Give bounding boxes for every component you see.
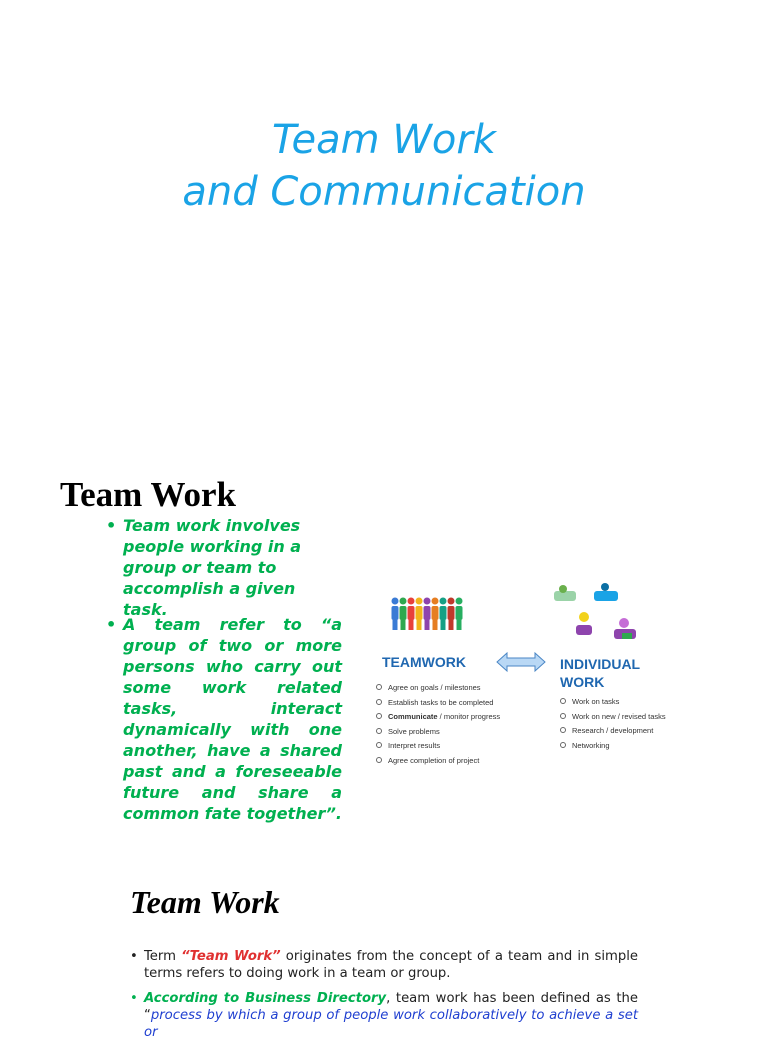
teamwork-definition-slide <box>0 455 768 845</box>
individual-work-list-item <box>560 724 666 739</box>
list-bullet-icon <box>560 698 566 704</box>
person-figure <box>440 598 447 631</box>
list-item-keyword: Communicate <box>388 712 438 721</box>
person-figure <box>400 598 407 631</box>
bullet-item <box>106 614 342 824</box>
person-figure <box>448 598 455 631</box>
teamwork-list-item <box>376 696 500 711</box>
teamwork-list-item <box>376 725 500 740</box>
person-figure <box>408 598 415 631</box>
teamwork-list-item <box>376 710 500 725</box>
bullet-text <box>144 948 638 982</box>
slide-title-line-2: and Communication <box>182 169 586 215</box>
list-item-text: Solve problems <box>388 726 440 736</box>
list-bullet-icon <box>376 728 382 734</box>
teamwork-list <box>376 681 500 768</box>
bullet-text <box>144 990 638 1041</box>
individual-heading-line-2: WORK <box>560 674 605 690</box>
person-figure <box>432 598 439 631</box>
individual-work-list-item <box>560 695 666 710</box>
individual-work-list <box>560 695 666 753</box>
slide-heading: Team Work <box>130 884 280 920</box>
list-bullet-icon <box>560 727 566 733</box>
list-item-text: Work on tasks <box>572 697 620 706</box>
highlighted-term: “Team Work” <box>181 949 281 964</box>
individual-workers-icon <box>552 583 640 645</box>
list-item-text: / monitor progress <box>437 712 501 721</box>
list-bullet-icon <box>560 742 566 748</box>
teamwork-list-item <box>376 739 500 754</box>
paragraph-business-directory <box>130 990 638 1041</box>
list-item-text: Networking <box>572 740 610 750</box>
list-bullet-icon <box>376 757 382 763</box>
bullet-text: A team refer to “a group of two or more persons who carry out some work related tasks, interact dynamically with one another, have a shared past and a foreseeable future and share a common fate together”. <box>123 615 343 823</box>
list-item-text: Interpret results <box>388 741 441 750</box>
individual-work-list-item <box>560 710 666 725</box>
list-item-text: Work on new / revised tasks <box>572 711 666 721</box>
bullet-item <box>106 515 342 620</box>
slide-heading: Team Work <box>60 475 237 514</box>
list-bullet-icon <box>376 742 382 748</box>
source-name: According to Business Directory <box>144 991 387 1006</box>
individual-work-heading <box>560 655 640 691</box>
list-bullet-icon <box>376 713 382 719</box>
teamwork-heading: TEAMWORK <box>382 654 466 670</box>
title-slide <box>0 0 768 430</box>
list-item-text: Agree completion of project <box>388 755 480 765</box>
list-bullet-icon <box>376 699 382 705</box>
list-bullet-icon <box>376 684 382 690</box>
bullet-text: Team work involves people working in a group or team to accomplish a given task. <box>123 516 302 619</box>
list-item-text: Agree on goals / milestones <box>388 683 481 692</box>
individual-work-list-item <box>560 739 666 754</box>
definition-quote: process by which a group of people work collaboratively to achieve a set or <box>144 1008 638 1040</box>
individual-heading-line-1: INDIVIDUAL <box>560 656 641 672</box>
bullet-dot: • <box>106 615 117 634</box>
team-people-icon <box>390 595 468 635</box>
teamwork-list-item <box>376 754 500 769</box>
teamwork-origin-slide <box>0 860 768 1040</box>
person-figure <box>392 598 399 631</box>
paragraph-term-origin <box>130 948 638 982</box>
person-figure <box>416 598 423 631</box>
list-item-text: Establish tasks to be completed <box>388 697 494 707</box>
list-item-text: Research / development <box>572 726 654 735</box>
slide-title-line-1: Team Work <box>272 117 496 163</box>
bullet-dot: • <box>130 949 138 964</box>
text-segment: Term <box>144 949 182 964</box>
bullet-dot: • <box>130 991 138 1006</box>
person-figure <box>424 598 431 631</box>
bullet-dot: • <box>106 516 117 535</box>
double-arrow-icon <box>496 651 546 673</box>
text-segment: , team work has been defined as the “ <box>144 991 638 1023</box>
list-bullet-icon <box>560 713 566 719</box>
teamwork-list-item <box>376 681 500 696</box>
text-segment: originates from the concept of a team and in simple terms refers to doing work in a team or group. <box>144 949 638 981</box>
person-figure <box>456 598 463 631</box>
